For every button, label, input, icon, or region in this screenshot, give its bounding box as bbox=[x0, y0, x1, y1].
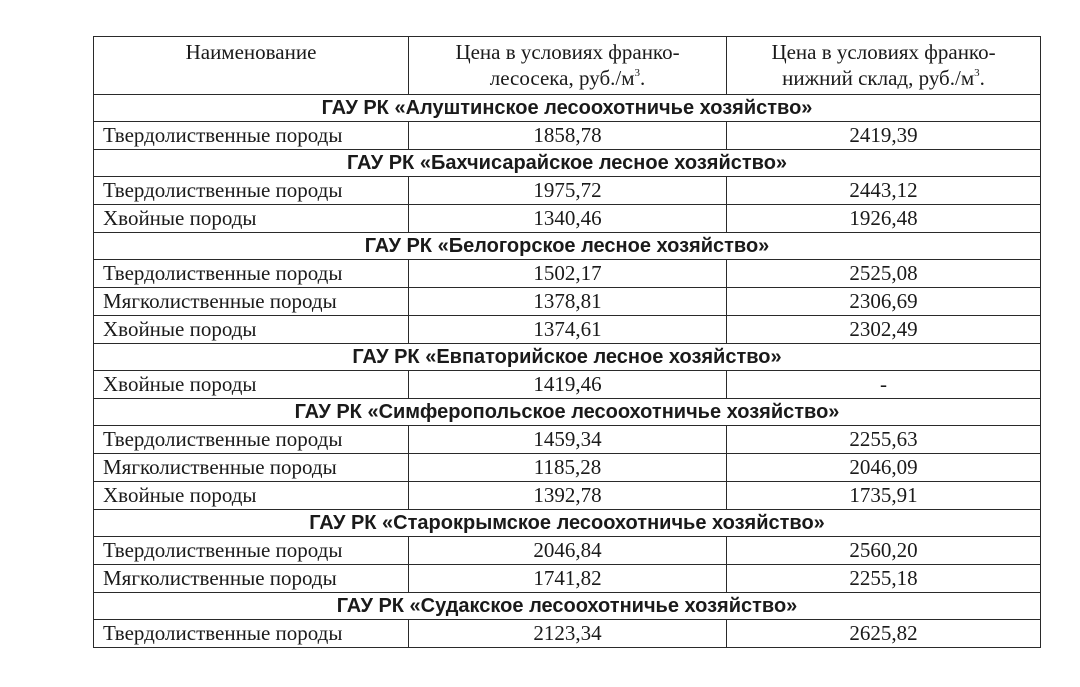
species-name: Твердолиственные породы bbox=[94, 426, 409, 454]
price-cutting-area: 1185,28 bbox=[409, 454, 727, 482]
table-row bbox=[94, 177, 1041, 205]
table-row bbox=[94, 537, 1041, 565]
group-row bbox=[94, 510, 1041, 537]
table-row bbox=[94, 565, 1041, 593]
price-cutting-area: 1975,72 bbox=[409, 177, 727, 205]
price-lower-warehouse: 2443,12 bbox=[727, 177, 1041, 205]
species-name: Мягколиственные породы bbox=[94, 288, 409, 316]
price-cutting-area: 1378,81 bbox=[409, 288, 727, 316]
group-title: ГАУ РК «Симферопольское лесоохотничье хозяйство» bbox=[94, 399, 1041, 426]
species-name: Хвойные породы bbox=[94, 205, 409, 233]
price-lower-warehouse: 2302,49 bbox=[727, 316, 1041, 344]
species-name: Твердолиственные породы bbox=[94, 260, 409, 288]
header-price-lower-warehouse: Цена в условиях франко- нижний склад, $руб./м^3$. bbox=[727, 37, 1041, 95]
table-row bbox=[94, 205, 1041, 233]
price-lower-warehouse: 1926,48 bbox=[727, 205, 1041, 233]
species-name: Твердолиственные породы bbox=[94, 177, 409, 205]
price-lower-warehouse: 2255,18 bbox=[727, 565, 1041, 593]
price-lower-warehouse: 1735,91 bbox=[727, 482, 1041, 510]
table-row bbox=[94, 371, 1041, 399]
price-lower-warehouse: 2525,08 bbox=[727, 260, 1041, 288]
price-table bbox=[93, 36, 1041, 648]
header-name: Наименование bbox=[94, 37, 409, 95]
price-cutting-area: 2046,84 bbox=[409, 537, 727, 565]
price-cutting-area: 1392,78 bbox=[409, 482, 727, 510]
price-cutting-area: 1502,17 bbox=[409, 260, 727, 288]
group-title: ГАУ РК «Белогорское лесное хозяйство» bbox=[94, 233, 1041, 260]
group-row bbox=[94, 233, 1041, 260]
table-row bbox=[94, 122, 1041, 150]
group-row bbox=[94, 399, 1041, 426]
species-name: Хвойные породы bbox=[94, 482, 409, 510]
species-name: Твердолиственные породы bbox=[94, 122, 409, 150]
price-cutting-area: 1374,61 bbox=[409, 316, 727, 344]
species-name: Хвойные породы bbox=[94, 316, 409, 344]
table-row bbox=[94, 288, 1041, 316]
table-row bbox=[94, 454, 1041, 482]
price-cutting-area: 2123,34 bbox=[409, 620, 727, 648]
table-row bbox=[94, 426, 1041, 454]
price-lower-warehouse: 2625,82 bbox=[727, 620, 1041, 648]
header-price-cutting-area: Цена в условиях франко- лесосека, $руб./м^3$. bbox=[409, 37, 727, 95]
species-name: Твердолиственные породы bbox=[94, 537, 409, 565]
header-row bbox=[94, 37, 1041, 95]
group-row bbox=[94, 593, 1041, 620]
price-lower-warehouse: 2306,69 bbox=[727, 288, 1041, 316]
group-title: ГАУ РК «Судакское лесоохотничье хозяйство» bbox=[94, 593, 1041, 620]
price-cutting-area: 1858,78 bbox=[409, 122, 727, 150]
price-lower-warehouse: 2255,63 bbox=[727, 426, 1041, 454]
group-title: ГАУ РК «Евпаторийское лесное хозяйство» bbox=[94, 344, 1041, 371]
group-row bbox=[94, 150, 1041, 177]
table-row bbox=[94, 620, 1041, 648]
table-row bbox=[94, 316, 1041, 344]
price-cutting-area: 1459,34 bbox=[409, 426, 727, 454]
group-title: ГАУ РК «Старокрымское лесоохотничье хозяйство» bbox=[94, 510, 1041, 537]
price-lower-warehouse: - bbox=[727, 371, 1041, 399]
price-lower-warehouse: 2560,20 bbox=[727, 537, 1041, 565]
price-lower-warehouse: 2046,09 bbox=[727, 454, 1041, 482]
price-cutting-area: 1340,46 bbox=[409, 205, 727, 233]
price-cutting-area: 1419,46 bbox=[409, 371, 727, 399]
price-lower-warehouse: 2419,39 bbox=[727, 122, 1041, 150]
table-body bbox=[94, 95, 1041, 648]
group-title: ГАУ РК «Бахчисарайское лесное хозяйство» bbox=[94, 150, 1041, 177]
group-row bbox=[94, 344, 1041, 371]
group-title: ГАУ РК «Алуштинское лесоохотничье хозяйство» bbox=[94, 95, 1041, 122]
species-name: Хвойные породы bbox=[94, 371, 409, 399]
species-name: Мягколиственные породы bbox=[94, 454, 409, 482]
table-row bbox=[94, 482, 1041, 510]
group-row bbox=[94, 95, 1041, 122]
species-name: Мягколиственные породы bbox=[94, 565, 409, 593]
species-name: Твердолиственные породы bbox=[94, 620, 409, 648]
price-cutting-area: 1741,82 bbox=[409, 565, 727, 593]
table-row bbox=[94, 260, 1041, 288]
